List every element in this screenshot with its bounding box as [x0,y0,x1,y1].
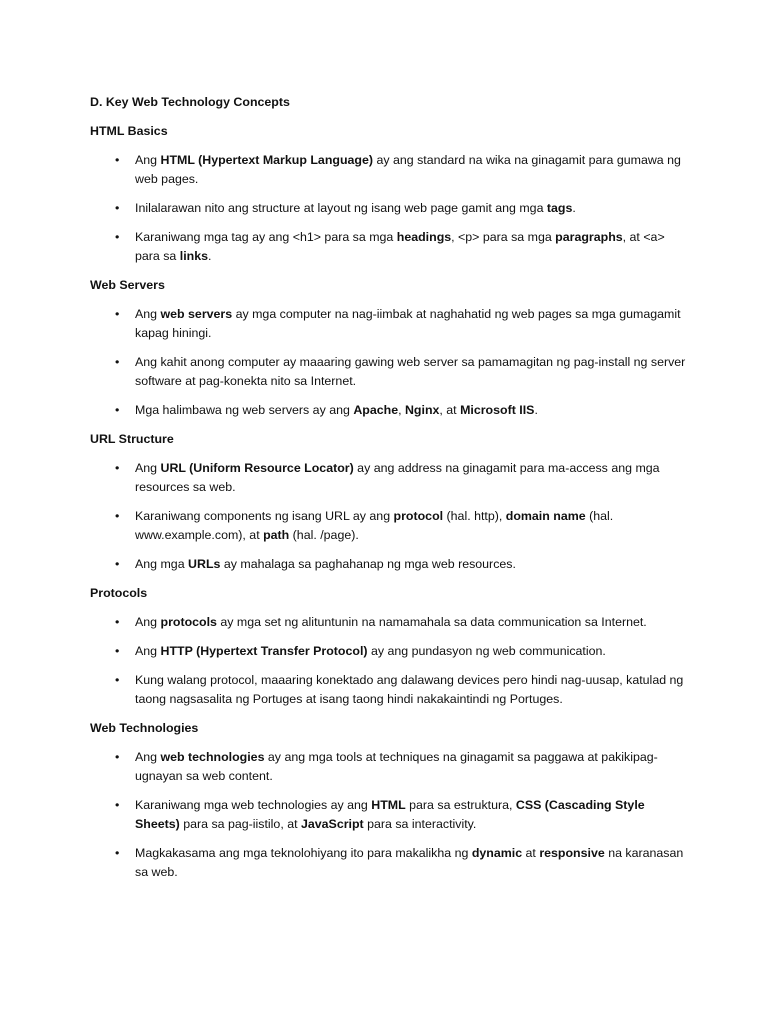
list-item [90,305,690,343]
text-run: (hal. www.example.com), at [135,509,614,542]
bold-text: responsive [539,846,605,860]
bullet-icon: • [115,403,120,417]
list-item [90,459,690,497]
bullet-icon: • [115,673,120,687]
bullet-icon: • [115,153,120,167]
section-heading: Protocols [90,586,148,600]
section-heading: Web Servers [90,278,165,292]
text-run: para sa interactivity. [363,817,477,831]
bold-text: JavaScript [300,817,364,831]
text-run: , at <a> para sa [135,230,665,263]
text-run: Karaniwang components ng isang URL ay ang [135,509,394,523]
text-run: Ang [135,307,161,321]
section-heading: Web Technologies [90,721,199,735]
list-item [90,199,690,218]
bullet-icon: • [115,557,120,571]
bullet-icon: • [115,644,120,658]
text-run: ay mga set ng alituntunin na namamahala sa data communication sa Internet. [216,615,647,629]
text-run: para sa estruktura, [405,798,516,812]
bullet-icon: • [115,355,120,369]
text-run: ay ang pundasyon ng web communication. [367,644,606,658]
bold-text: protocols [160,615,217,629]
bold-text: headings [396,230,452,244]
list-item [90,671,690,709]
bold-text: HTTP (Hypertext Transfer Protocol) [160,644,368,658]
text-run: Mga halimbawa ng web servers ay ang [135,403,354,417]
list-item [90,748,690,786]
list-item [90,507,690,545]
list-item [90,353,690,391]
bullet-list [90,305,690,420]
text-run: , <p> para sa mga [451,230,556,244]
text-run: ay ang address na ginagamit para ma-access ang mga resources sa web. [135,461,660,494]
bullet-list [90,459,690,574]
bold-text: domain name [505,509,586,523]
section-heading: HTML Basics [90,124,168,138]
bullet-icon: • [115,615,120,629]
bullet-icon: • [115,798,120,812]
document-body [90,93,690,892]
bold-text: Nginx [404,403,440,417]
text-run: Inilalarawan nito ang structure at layout ng isang web page gamit ang mga [135,201,547,215]
text-run: na karanasan sa web. [135,846,684,879]
bullet-icon: • [115,750,120,764]
text-run: . [572,201,576,215]
list-item [90,844,690,882]
bullet-list [90,151,690,266]
bullet-icon: • [115,201,120,215]
text-run: Ang [135,153,161,167]
text-run: ay mahalaga sa paghahanap ng mga web resources. [220,557,516,571]
bullet-list [90,748,690,882]
section-heading: URL Structure [90,432,174,446]
text-run: Karaniwang mga web technologies ay ang [135,798,372,812]
bold-text: tags [546,201,573,215]
bullet-icon: • [115,509,120,523]
list-item [90,151,690,189]
document-title: D. Key Web Technology Concepts [90,95,290,109]
bold-text: links [179,249,209,263]
text-run: ay ang standard na wika na ginagamit para gumawa ng web pages. [135,153,681,186]
text-run: Ang [135,750,161,764]
text-run: Kung walang protocol, maaaring konektado ang dalawang devices pero hindi nag-uusap, katulad ng taong nagsasalita ng Portuges at isang taong hindi nakakaintindi ng Portuges. [135,673,684,706]
text-run: Karaniwang mga tag ay ang <h1> para sa mga [135,230,397,244]
list-item [90,642,690,661]
bold-text: dynamic [471,846,523,860]
bullet-icon: • [115,307,120,321]
text-run: para sa pag-iistilo, at [179,817,301,831]
list-item [90,796,690,834]
text-run: Ang mga [135,557,189,571]
bullet-icon: • [115,846,120,860]
text-run: Magkakasama ang mga teknolohiyang ito para makalikha ng [135,846,472,860]
bullet-icon: • [115,461,120,475]
bullet-icon: • [115,230,120,244]
text-run: Ang kahit anong computer ay maaaring gawing web server sa pamamagitan ng pag-install ng server software at pag-konekta nito sa Internet. [135,355,686,388]
bullet-list [90,613,690,709]
sections-container [90,122,690,882]
text-run: at [522,846,540,860]
bold-text: HTML [371,798,406,812]
text-run: . [534,403,538,417]
text-run: (hal. /page). [289,528,359,542]
bold-text: protocol [393,509,444,523]
bold-text: CSS (Cascading Style Sheets) [135,798,645,831]
bold-text: paragraphs [555,230,623,244]
list-item [90,555,690,574]
list-item [90,401,690,420]
bold-text: Apache [353,403,399,417]
bold-text: Microsoft IIS [460,403,535,417]
list-item [90,613,690,632]
text-run: ay mga computer na nag-iimbak at naghahatid ng web pages sa mga gumagamit kapag hiningi. [135,307,681,340]
text-run: Ang [135,461,161,475]
bold-text: URL (Uniform Resource Locator) [160,461,354,475]
text-run: , at [439,403,461,417]
text-run: ay ang mga tools at techniques na ginagamit sa paggawa at pakikipag-ugnayan sa web content. [135,750,658,783]
bold-text: URLs [188,557,221,571]
text-run: , [398,403,405,417]
bold-text: web technologies [160,750,265,764]
text-run: . [208,249,212,263]
bold-text: web servers [160,307,233,321]
text-run: (hal. http), [443,509,506,523]
bold-text: HTML (Hypertext Markup Language) [160,153,373,167]
list-item [90,228,690,266]
text-run: Ang [135,615,161,629]
bold-text: path [263,528,290,542]
text-run: Ang [135,644,161,658]
